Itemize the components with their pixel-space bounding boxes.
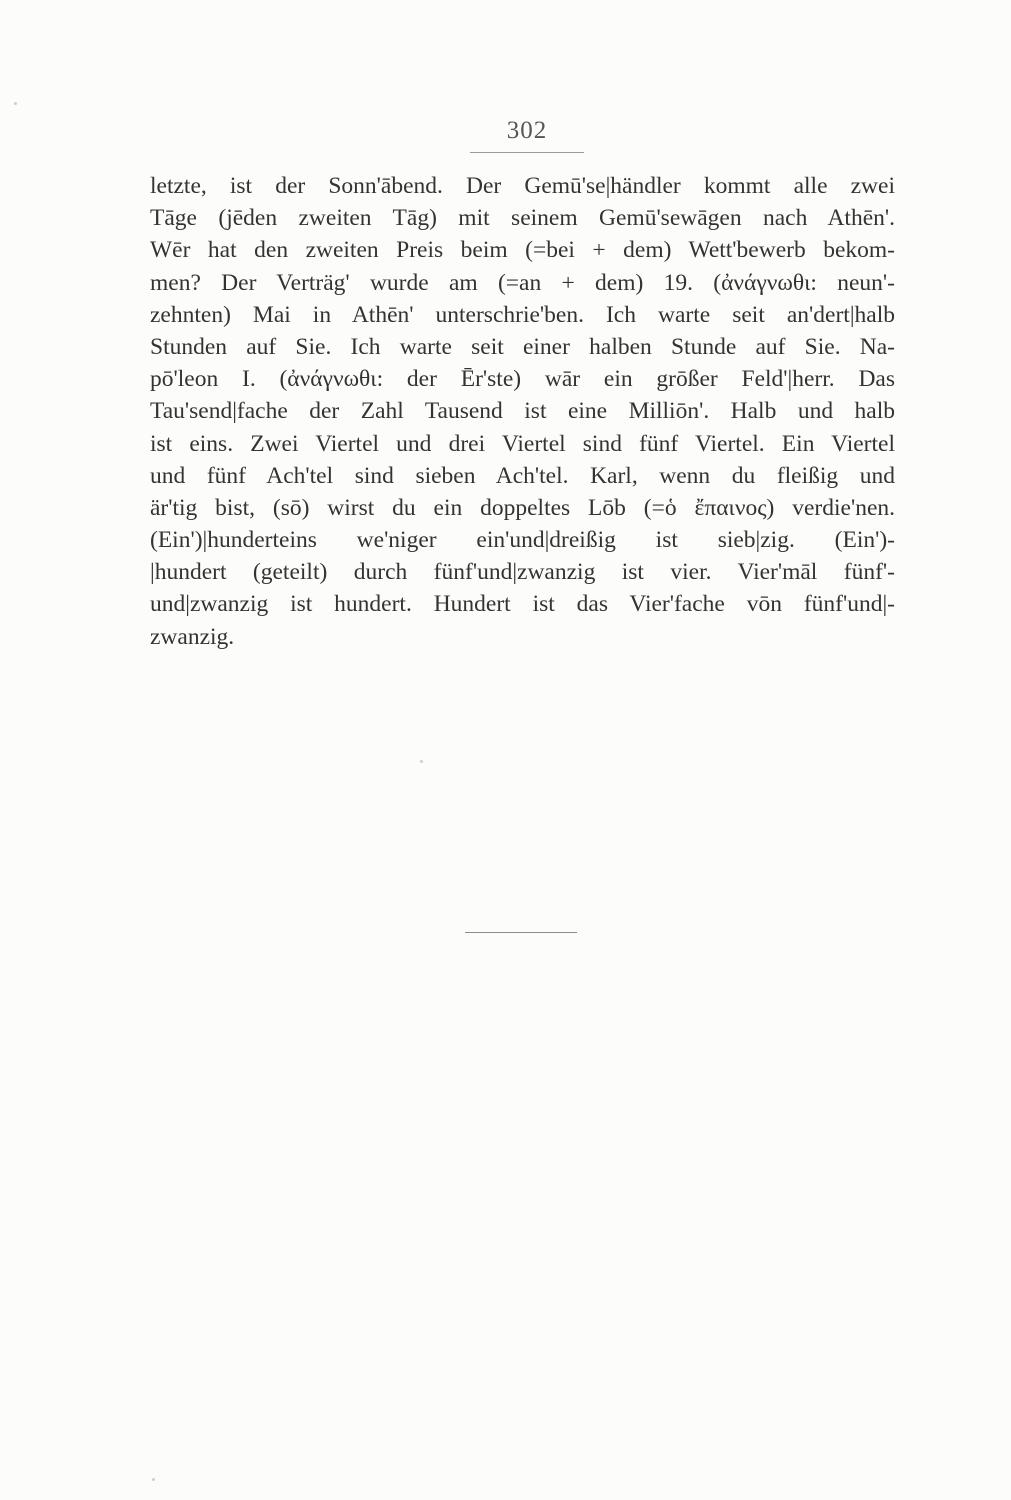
text-line: letzte, ist der Sonn'ābend. Der Gemū'se|händler kommt alle zwei (150, 173, 895, 199)
page-number-underline (470, 152, 584, 153)
paper-speck (420, 760, 423, 763)
body-text (150, 170, 895, 653)
text-line: ist eins. Zwei Viertel und drei Viertel sind fünf Viertel. Ein Viertel (150, 430, 895, 457)
text-line: är'tig bist, (sō) wirst du ein doppeltes Lōb (=ὁ ἔπαινος) verdie'nen. (150, 494, 895, 521)
text-line: Wēr hat den zweiten Preis beim (=bei + dem) Wett'bewerb bekom- (150, 237, 895, 264)
text-line: und|zwanzig ist hundert. Hundert ist das Vier'fache vōn fünf'und|- (150, 591, 895, 618)
text-line: |hundert (geteilt) durch fünf'und|zwanzig ist vier. Vier'māl fünf'- (150, 559, 895, 586)
paper-speck (14, 102, 17, 105)
text-line: pō'leon I. (ἀνάγνωθι: der Ēr'ste) wār ein grōßer Feld'|herr. Das (150, 366, 895, 393)
text-line: zwanzig. (150, 623, 235, 650)
end-divider (465, 932, 577, 933)
text-line: Tāge (jēden zweiten Tāg) mit seinem Gemū'sewāgen nach Athēn'. (150, 205, 895, 232)
text-line: men? Der Verträg' wurde am (=an + dem) 19. (ἀνάγνωθι: neun'- (150, 269, 895, 296)
paper-speck (152, 1478, 155, 1481)
page-number: 302 (506, 117, 548, 144)
text-line: zehnten) Mai in Athēn' unterschrie'ben. Ich warte seit an'dert|halb (150, 301, 895, 328)
text-line: Tau'send|fache der Zahl Tausend ist eine Milliōn'. Halb und halb (150, 398, 895, 425)
text-line: (Ein')|hunderteins we'niger ein'und|dreißig ist sieb|zig. (Ein')- (150, 527, 895, 554)
text-line: Stunden auf Sie. Ich warte seit einer halben Stunde auf Sie. Na- (150, 333, 895, 360)
text-line: und fünf Ach'tel sind sieben Ach'tel. Karl, wenn du fleißig und (150, 462, 895, 489)
